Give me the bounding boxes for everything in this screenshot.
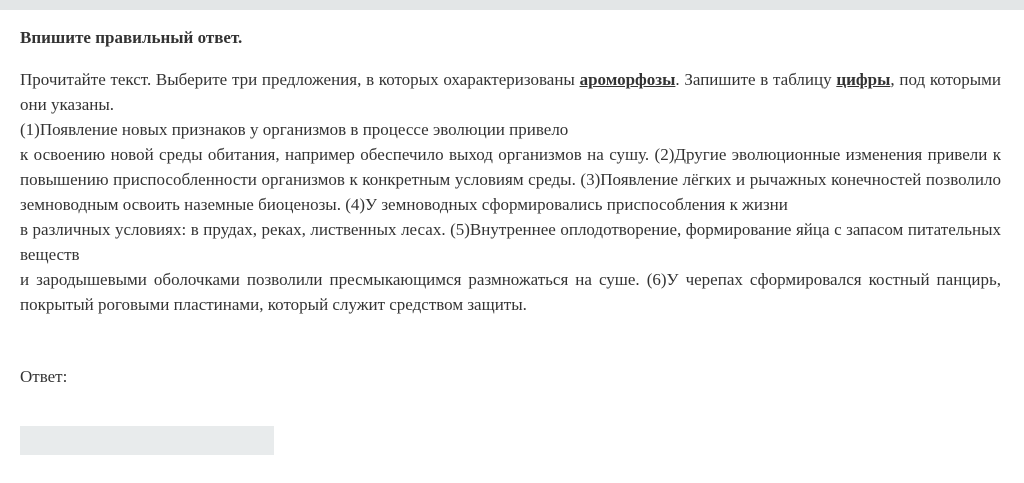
task-text-line: в различных условиях: в прудах, реках, лиственных лесах. (5)Внутреннее оплодотворение, формирование яйца с запасом питательных веществ bbox=[20, 220, 1001, 264]
keyword-digits: цифры bbox=[836, 70, 891, 89]
task-block bbox=[20, 28, 1001, 317]
answer-label: Ответ: bbox=[20, 367, 68, 386]
prompt-text-3: , под которыми они указаны. bbox=[20, 70, 1001, 114]
top-bar bbox=[0, 0, 1024, 10]
task-instruction: Впишите правильный ответ. bbox=[20, 28, 243, 47]
keyword-aromorphoses: ароморфозы bbox=[579, 70, 676, 89]
answer-input[interactable] bbox=[20, 426, 274, 455]
task-prompt bbox=[20, 67, 1001, 117]
task-text-line: и зародышевыми оболочками позволили пресмыкающимся размножаться на суше. (6)У черепах сформировался костный панцирь, покрытый роговыми пластинами, который служит средством защиты. bbox=[20, 270, 1001, 314]
task-text bbox=[20, 67, 1001, 317]
task-text-line: (1)Появление новых признаков у организмов в процессе эволюции привело bbox=[20, 120, 569, 139]
task-text-line: к освоению новой среды обитания, например обеспечило выход организмов на сушу. (2)Другие эволюционные изменения привели к повышению приспособленности организмов к конкретным условиям среды. (3)Появление лёгких и рычажных конечностей позволило земноводным освоить наземные биоценозы. (4)У земноводных сформировались приспособления к жизни bbox=[20, 145, 1001, 214]
prompt-text-1: Прочитайте текст. Выберите три предложения, в которых охарактеризованы bbox=[20, 70, 580, 89]
prompt-text-2: . Запишите в таблицу bbox=[675, 70, 837, 89]
